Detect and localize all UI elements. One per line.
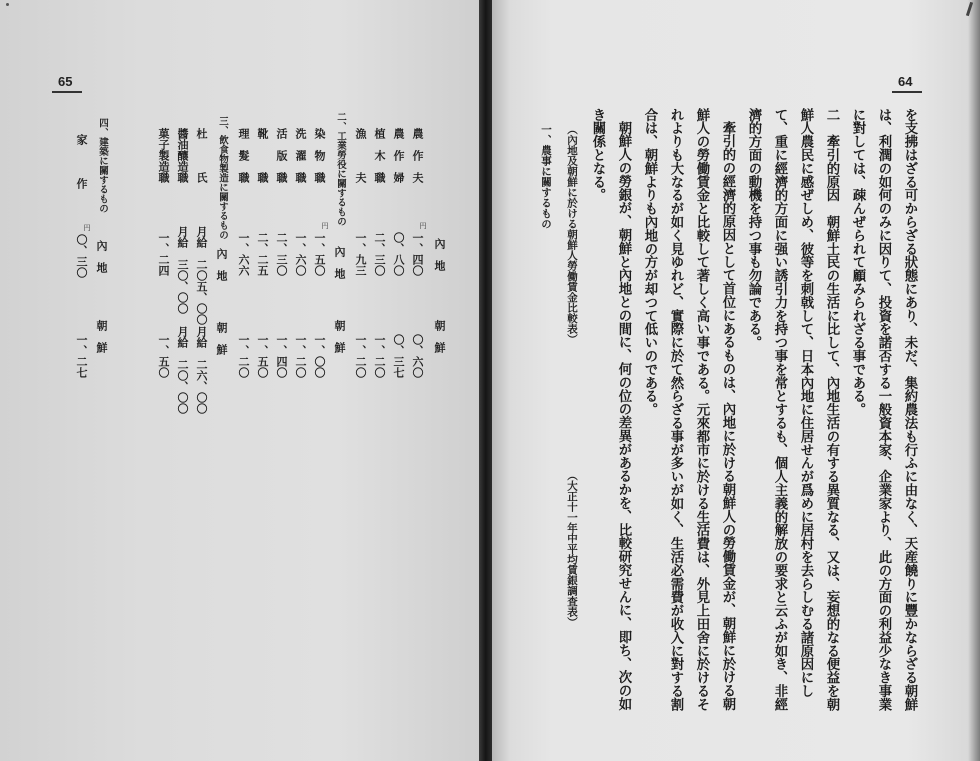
- text-column: は、利潤の如何のみに因りて、投資を諾否する一般資本家、企業家より、此の方面の利益少なき事業: [876, 108, 892, 711]
- column-header-chosen: 朝 鮮: [433, 320, 446, 353]
- value-chosen: 月給 二〇、〇〇: [176, 326, 189, 414]
- column-header-naichi: 內 地: [95, 240, 108, 273]
- value-naichi: 一、二四: [157, 232, 170, 276]
- value-naichi: 一、六六: [237, 232, 250, 276]
- unit-label: 円: [83, 224, 91, 231]
- row-item: 醬油釀造職: [176, 128, 189, 183]
- row-item: 農 作 夫: [411, 128, 424, 183]
- value-chosen: 一、二七: [75, 334, 88, 378]
- column-header-naichi: 內 地: [333, 246, 346, 279]
- value-naichi: 二、三〇: [373, 232, 386, 276]
- value-naichi: 二、三〇: [275, 232, 288, 276]
- row-item: 農 作 婦: [392, 128, 405, 183]
- text-column: を支拂はざる可からざる狀態にあり、未だ、集約農法も行ふに由なく、天産饒りに豐かならざる朝鮮: [902, 108, 918, 711]
- row-item: 洗 濯 職: [294, 128, 307, 183]
- text-column: れよりも大なるが如く見ゆれど、實際に於て然らざる事が多いが如く、生活必需費が收入に對する割: [668, 108, 684, 711]
- row-item: 靴 職: [256, 128, 269, 183]
- page-edge-shadow: [968, 0, 980, 761]
- page-number-right: 64: [898, 74, 913, 89]
- row-item: 植 木 職: [373, 128, 386, 183]
- value-chosen: 一、二〇: [294, 334, 307, 378]
- value-chosen: 〇、六〇: [411, 334, 424, 378]
- section-title: 三、飲食物製造に關するもの: [217, 116, 228, 240]
- value-naichi: 一、四〇: [411, 232, 424, 276]
- row-item: 染 物 職: [313, 128, 326, 183]
- left-page: [0, 0, 479, 761]
- table-source: （大正十一年中平均賃銀調査表）: [566, 470, 578, 628]
- text-column: 合は、朝鮮よりも內地の方が却つて低いのである。: [642, 108, 658, 417]
- dot-mark: [6, 3, 9, 6]
- text-column: 鮮人農民に感ぜしめ、彼等を刺戟して、日本內地に住居せんが爲めに居村を去らしむる諸原因にし: [798, 108, 814, 698]
- value-naichi: 月給 二〇五、〇〇: [195, 226, 208, 325]
- text-column: 牽引的の經濟的原因として首位にあるものは、內地に於ける朝鮮人の勞働賃金が、朝鮮に於ける朝: [720, 121, 736, 711]
- section-title: 二、工業勞役に關するもの: [335, 112, 346, 226]
- text-column: 二 牽引的原因 朝鮮土民の生活に比して、內地生活の有する異質なる、又は、妄想的なる便益を朝: [824, 108, 840, 711]
- column-header-chosen: 朝 鮮: [333, 320, 346, 353]
- value-chosen: 一、四〇: [275, 334, 288, 378]
- unit-label: 円: [419, 222, 427, 229]
- text-column: き關係となる。: [590, 108, 606, 202]
- row-item: 理 髮 職: [237, 128, 250, 183]
- column-header-chosen: 朝 鮮: [95, 320, 108, 353]
- column-header-naichi: 內 地: [433, 238, 446, 271]
- row-item: 活 版 職: [275, 128, 288, 183]
- unit-label: 円: [321, 222, 329, 229]
- value-chosen: 月給 二六、〇〇: [195, 326, 208, 414]
- text-column: 濟的方面の動機を持つ事も勿論である。: [746, 108, 762, 350]
- row-item: 漁 夫: [354, 128, 367, 183]
- value-naichi: 〇、三〇: [75, 234, 88, 278]
- value-naichi: 一、五〇: [313, 232, 326, 276]
- value-chosen: 一、五〇: [157, 334, 170, 378]
- section-title: 四、建築に關するもの: [97, 118, 108, 213]
- text-column: 鮮人の勞働賃金と比較して著しく高い事である。元來都市に於ける生活費は、外見上田舍に於けるそ: [694, 108, 710, 711]
- column-header-chosen: 朝 鮮: [215, 322, 228, 355]
- text-column: て、重に經濟的方面に强い誘引力を持つ事を常とするも、個人主義的解放の要求と云ふが如き、非經: [772, 108, 788, 711]
- value-naichi: 一、六〇: [294, 232, 307, 276]
- page-number-underline-left: [52, 91, 82, 93]
- value-chosen: 一、〇〇: [313, 334, 326, 378]
- row-item: 家 作: [75, 134, 88, 189]
- value-naichi: 一、九三: [354, 232, 367, 276]
- text-column: に對しては、疎んぜられて顧みられざる事である。: [850, 108, 866, 417]
- page-number-underline-right: [892, 91, 922, 93]
- value-chosen: 一、二〇: [354, 334, 367, 378]
- value-naichi: 〇、八〇: [392, 232, 405, 276]
- column-header-naichi: 內 地: [215, 248, 228, 281]
- row-item: 菓子製造職: [157, 128, 170, 183]
- book-gutter: [479, 0, 492, 761]
- row-item: 杜 氏: [195, 128, 208, 183]
- text-column: 朝鮮人の勞銀が、朝鮮と內地との間に、何の位の差異があるかを、比較研究せんに、即ち、次の如: [616, 121, 632, 711]
- value-chosen: 一、二〇: [237, 334, 250, 378]
- value-chosen: 〇、三七: [392, 334, 405, 378]
- page-number-left: 65: [58, 74, 73, 89]
- section-title: 一、農事に關するもの: [540, 124, 552, 229]
- value-chosen: 一、二〇: [373, 334, 386, 378]
- value-naichi: 二、二五: [256, 232, 269, 276]
- value-chosen: 一、五〇: [256, 334, 269, 378]
- table-caption: （內地及朝鮮に於ける朝鮮人勞働賃金比較表）: [566, 124, 578, 345]
- value-naichi: 月給 三〇、〇〇: [176, 226, 189, 314]
